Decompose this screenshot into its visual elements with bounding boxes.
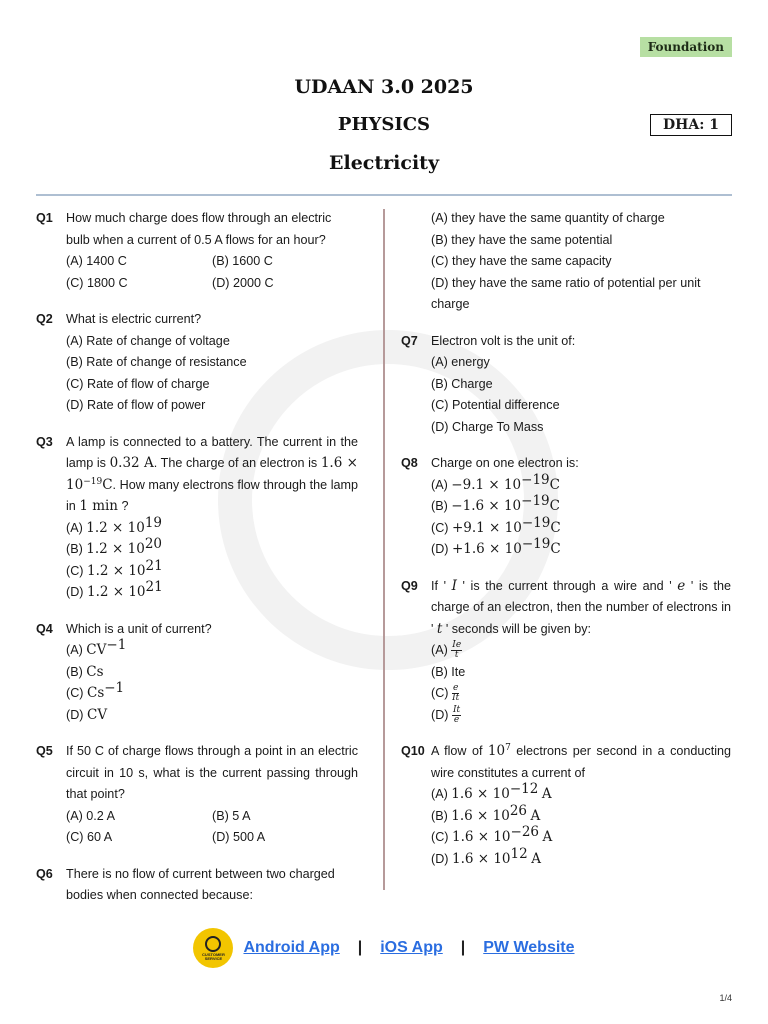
logo-text: CUSTOMER SERVICE xyxy=(202,951,225,961)
option-math: −1.6 × 10 xyxy=(451,498,522,514)
option-math: −9.1 × 10 xyxy=(451,476,522,493)
option-exp: −1 xyxy=(104,680,125,696)
option-exp: −19 xyxy=(521,471,550,488)
option-a xyxy=(431,781,731,806)
option-c: (C) Rate of flow of charge xyxy=(66,376,210,391)
option-c: (C) Potential difference xyxy=(431,398,560,412)
option-label: (A) xyxy=(431,643,448,657)
option-b xyxy=(431,802,731,828)
option-math: 1.2 × 10 xyxy=(86,584,146,600)
text-part: If ' xyxy=(431,578,446,593)
question-number: Q10 xyxy=(401,744,425,758)
option-label: (C) xyxy=(431,520,449,535)
option-label: (D) xyxy=(431,542,449,556)
text-part: ' is the current through a wire and ' xyxy=(462,578,672,593)
options xyxy=(66,251,358,294)
option-d xyxy=(66,579,358,604)
option-label: (B) xyxy=(431,499,448,513)
question-text xyxy=(66,432,358,518)
math-time: 1 min xyxy=(79,498,119,514)
option-label: (A) xyxy=(66,520,83,535)
option-label: (D) xyxy=(431,851,449,866)
question-5 xyxy=(36,741,358,849)
option-b: (B) Charge xyxy=(431,376,493,391)
option-math: 1.2 × 10 xyxy=(86,562,146,579)
option-exp: 20 xyxy=(144,536,163,552)
option-math: +9.1 × 10 xyxy=(451,519,522,536)
option-label: (B) xyxy=(431,808,448,823)
option-label: (C) xyxy=(431,830,449,844)
option-d: (D) Charge To Mass xyxy=(431,419,544,434)
footer-links xyxy=(0,928,768,968)
option-a: (A) they have the same quantity of charge xyxy=(431,211,665,225)
option-unit: A xyxy=(541,786,552,802)
question-text: Which is a unit of current? xyxy=(66,621,212,636)
option-c: (C) 60 A xyxy=(66,830,113,844)
question-6 xyxy=(36,864,358,907)
chapter-title: Electricity xyxy=(329,152,439,174)
option-b: (B) Rate of change of resistance xyxy=(66,355,247,369)
option-label: (A) xyxy=(66,643,83,657)
question-6-options xyxy=(401,208,731,316)
option-a: (A) 1400 C xyxy=(66,254,127,268)
question-number: Q8 xyxy=(401,456,418,470)
customer-service-logo xyxy=(193,928,233,968)
option-exp: −19 xyxy=(521,493,550,509)
option-d: (D) 500 A xyxy=(212,830,266,844)
question-number: Q6 xyxy=(36,866,53,881)
option-d: (D) they have the same ratio of potential per unit charge xyxy=(431,275,701,311)
text-part: . How many electrons flow through the lamp in xyxy=(66,477,358,513)
question-8 xyxy=(401,453,731,561)
option-d xyxy=(431,845,731,871)
question-1 xyxy=(36,208,358,294)
option-d xyxy=(431,536,731,561)
subject-title: PHYSICS xyxy=(337,114,431,135)
math-time-symbol: t xyxy=(436,620,443,637)
option-c xyxy=(66,680,358,705)
question-text: How much charge does flow through an electric bulb when a current of 0.5 A flows for an hour? xyxy=(66,211,332,247)
math-current: 0.32 A xyxy=(109,455,154,471)
option-b: (B) they have the same potential xyxy=(431,232,613,247)
option-a: (A) energy xyxy=(431,355,490,369)
math-unit: C xyxy=(102,476,113,493)
question-3 xyxy=(36,432,358,604)
question-number: Q2 xyxy=(36,312,53,326)
numerator: It xyxy=(452,704,461,715)
option-b: (B) 5 A xyxy=(212,808,251,823)
option-d: (D) Rate of flow of power xyxy=(66,398,206,412)
text-part: ' seconds will be given by: xyxy=(445,621,592,636)
option-unit: A xyxy=(531,850,541,867)
header-rule xyxy=(36,194,732,196)
math-base: 10 xyxy=(487,743,506,759)
question-text: What is electric current? xyxy=(66,312,202,326)
option-math: 1.2 × 10 xyxy=(86,519,145,536)
text-part: electrons per second in a conducting wire constitutes a current of xyxy=(431,744,732,780)
option-c xyxy=(66,557,358,583)
option-exp: 21 xyxy=(145,557,163,574)
math-exp: 7 xyxy=(505,743,511,753)
question-9 xyxy=(401,576,731,727)
option-math: 1.6 × 10 xyxy=(451,807,510,824)
denominator: e xyxy=(453,714,460,725)
text-part: . The charge of an electron is xyxy=(153,456,318,470)
headset-icon xyxy=(205,936,221,952)
numerator: e xyxy=(452,683,459,694)
text-part: A flow of xyxy=(431,744,483,758)
option-d: (D) 2000 C xyxy=(212,275,274,290)
left-column xyxy=(36,208,358,922)
option-math: CV xyxy=(86,642,107,658)
option-a xyxy=(431,640,731,662)
option-unit: C xyxy=(550,541,561,557)
question-text: There is no flow of current between two charged bodies when connected because: xyxy=(66,866,335,902)
option-math: 1.6 × 10 xyxy=(451,786,510,802)
question-number: Q9 xyxy=(401,578,418,593)
question-text xyxy=(431,576,731,641)
column-divider xyxy=(383,209,385,890)
option-exp: −1 xyxy=(106,637,127,653)
option-exp: −26 xyxy=(510,824,540,840)
option-d xyxy=(66,705,358,727)
option-unit: A xyxy=(530,807,541,824)
option-label: (A) xyxy=(431,787,448,801)
option-math: Cs xyxy=(86,663,104,680)
fraction xyxy=(451,641,462,660)
option-label: (D) xyxy=(431,707,449,722)
option-a xyxy=(66,514,358,540)
option-c: (C) they have the same capacity xyxy=(431,254,612,268)
option-label: (C) xyxy=(66,686,84,700)
option-b xyxy=(66,536,358,561)
option-a: (A) Rate of change of voltage xyxy=(66,333,230,348)
question-2 xyxy=(36,309,358,417)
option-unit: A xyxy=(542,829,553,845)
fraction xyxy=(452,706,461,725)
option-c xyxy=(431,683,731,705)
option-exp: 19 xyxy=(144,514,163,531)
question-text: Charge on one electron is: xyxy=(431,456,579,470)
math-charge-symbol: e xyxy=(677,577,686,594)
question-number: Q3 xyxy=(36,434,53,449)
option-math: +1.6 × 10 xyxy=(451,541,522,557)
question-number: Q7 xyxy=(401,333,418,348)
option-b: (B) 1600 C xyxy=(212,254,273,268)
option-d xyxy=(431,705,731,727)
fraction xyxy=(452,684,459,703)
option-b: (B) Ite xyxy=(431,664,466,679)
option-a xyxy=(66,637,358,662)
options xyxy=(66,806,358,849)
dha-box: DHA: 1 xyxy=(650,114,732,136)
denominator: It xyxy=(452,693,460,704)
option-math: 1.6 × 10 xyxy=(451,829,511,845)
option-a xyxy=(431,471,731,497)
option-exp: −12 xyxy=(509,781,539,797)
question-number: Q1 xyxy=(36,211,53,225)
math-base: 1.6 × 10 xyxy=(66,455,358,493)
option-exp: 26 xyxy=(509,802,528,819)
option-math: 1.2 × 10 xyxy=(86,541,145,557)
level-badge: Foundation xyxy=(640,37,732,57)
option-exp: 21 xyxy=(145,579,163,595)
option-math: CV xyxy=(86,706,108,723)
numerator: Ie xyxy=(452,640,462,651)
android-app-link[interactable]: Android App xyxy=(243,939,340,956)
option-exp: −19 xyxy=(521,514,551,531)
option-label: (C) xyxy=(66,563,84,578)
text-part: ' is the charge of an electron, then the number of electrons in ' xyxy=(431,578,732,636)
page-title: UDAAN 3.0 2025 xyxy=(294,76,474,98)
question-4 xyxy=(36,619,358,727)
option-unit: C xyxy=(549,498,560,514)
option-label: (A) xyxy=(431,477,448,492)
option-b xyxy=(431,493,731,518)
question-text xyxy=(431,741,731,784)
denominator: t xyxy=(454,650,459,661)
option-exp: −19 xyxy=(521,536,551,552)
text-part: ? xyxy=(121,499,129,513)
math-flow xyxy=(488,743,511,759)
separator: | xyxy=(460,939,466,956)
right-column xyxy=(401,208,731,885)
option-math: 1.6 × 10 xyxy=(451,850,511,867)
option-label: (C) xyxy=(431,686,449,700)
question-7 xyxy=(401,331,731,439)
math-exp: −19 xyxy=(83,476,103,487)
option-math: Cs xyxy=(86,685,105,701)
question-number: Q4 xyxy=(36,621,53,636)
option-exp: 12 xyxy=(510,845,528,862)
question-number: Q5 xyxy=(36,744,53,758)
option-label: (D) xyxy=(66,707,84,722)
option-label: (B) xyxy=(66,664,83,679)
option-a: (A) 0.2 A xyxy=(66,808,115,823)
question-10 xyxy=(401,741,731,870)
pw-website-link[interactable]: PW Website xyxy=(483,939,575,956)
option-unit: C xyxy=(549,476,560,493)
math-current-symbol: I xyxy=(451,577,457,594)
option-unit: C xyxy=(550,519,561,536)
option-label: (B) xyxy=(66,542,83,556)
separator: | xyxy=(357,939,363,956)
page-number: 1/4 xyxy=(719,993,732,1003)
question-text: If 50 C of charge flows through a point in an electric circuit in 10 s, what is the current passing through that point? xyxy=(66,744,358,801)
text-part: A lamp is connected to a battery. The current in the lamp is xyxy=(66,434,358,470)
question-text: Electron volt is the unit of: xyxy=(431,333,576,348)
option-label: (D) xyxy=(66,585,84,599)
option-c: (C) 1800 C xyxy=(66,275,128,290)
option-c xyxy=(431,824,731,849)
ios-app-link[interactable]: iOS App xyxy=(380,939,443,956)
option-c xyxy=(431,514,731,540)
